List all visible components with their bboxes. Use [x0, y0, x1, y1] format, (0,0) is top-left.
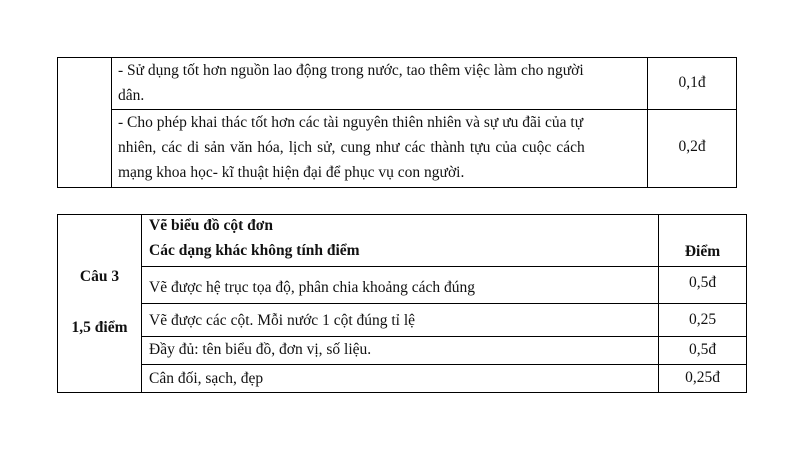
row-divider: [141, 266, 746, 267]
row-content-line: - Cho phép khai thác tốt hơn các tài nguyên thiên nhiên và sự ưu đãi của tự: [118, 114, 584, 131]
criterion-text: Vẽ được các cột. Mỗi nước 1 cột đúng tỉ lệ: [149, 312, 416, 329]
row-score: 0,1đ: [678, 74, 706, 91]
row-content-line: dân.: [118, 87, 145, 104]
criterion-text: Vẽ được hệ trục tọa độ, phân chia khoảng cách đúng: [149, 279, 476, 296]
row-content-line: nhiên, các di sản văn hóa, lịch sử, cung như các thành tựu của cuộc cách: [118, 139, 585, 156]
criterion-score: 0,5đ: [688, 274, 717, 291]
table-row: [112, 58, 647, 109]
criterion-text: Cân đối, sạch, đẹp: [149, 370, 264, 387]
question-points: 1,5 điểm: [71, 319, 128, 336]
criterion-score: 0,25: [688, 311, 717, 328]
criterion-score: 0,25đ: [685, 369, 720, 386]
score-header: Điểm: [684, 243, 721, 260]
row-content-line: mạng khoa học- kĩ thuật hiện đại để phục vụ con người.: [118, 164, 465, 181]
row-content-line: - Sử dụng tốt hơn nguồn lao động trong nước, tao thêm việc làm cho người: [118, 62, 584, 79]
header-title: Vẽ biểu đồ cột đơn: [149, 217, 273, 234]
row-score: 0,2đ: [678, 138, 706, 155]
table-row: [112, 110, 647, 187]
row-divider: [141, 364, 746, 365]
header-subtitle: Các dạng khác không tính điểm: [149, 242, 360, 259]
row-divider: [141, 303, 746, 304]
question-label: Câu 3: [79, 268, 120, 285]
criterion-text: Đầy đủ: tên biểu đồ, đơn vị, số liệu.: [149, 341, 372, 358]
criterion-score: 0,5đ: [688, 341, 717, 358]
scoring-table-1: [57, 57, 737, 188]
scoring-table-2: [57, 214, 747, 393]
